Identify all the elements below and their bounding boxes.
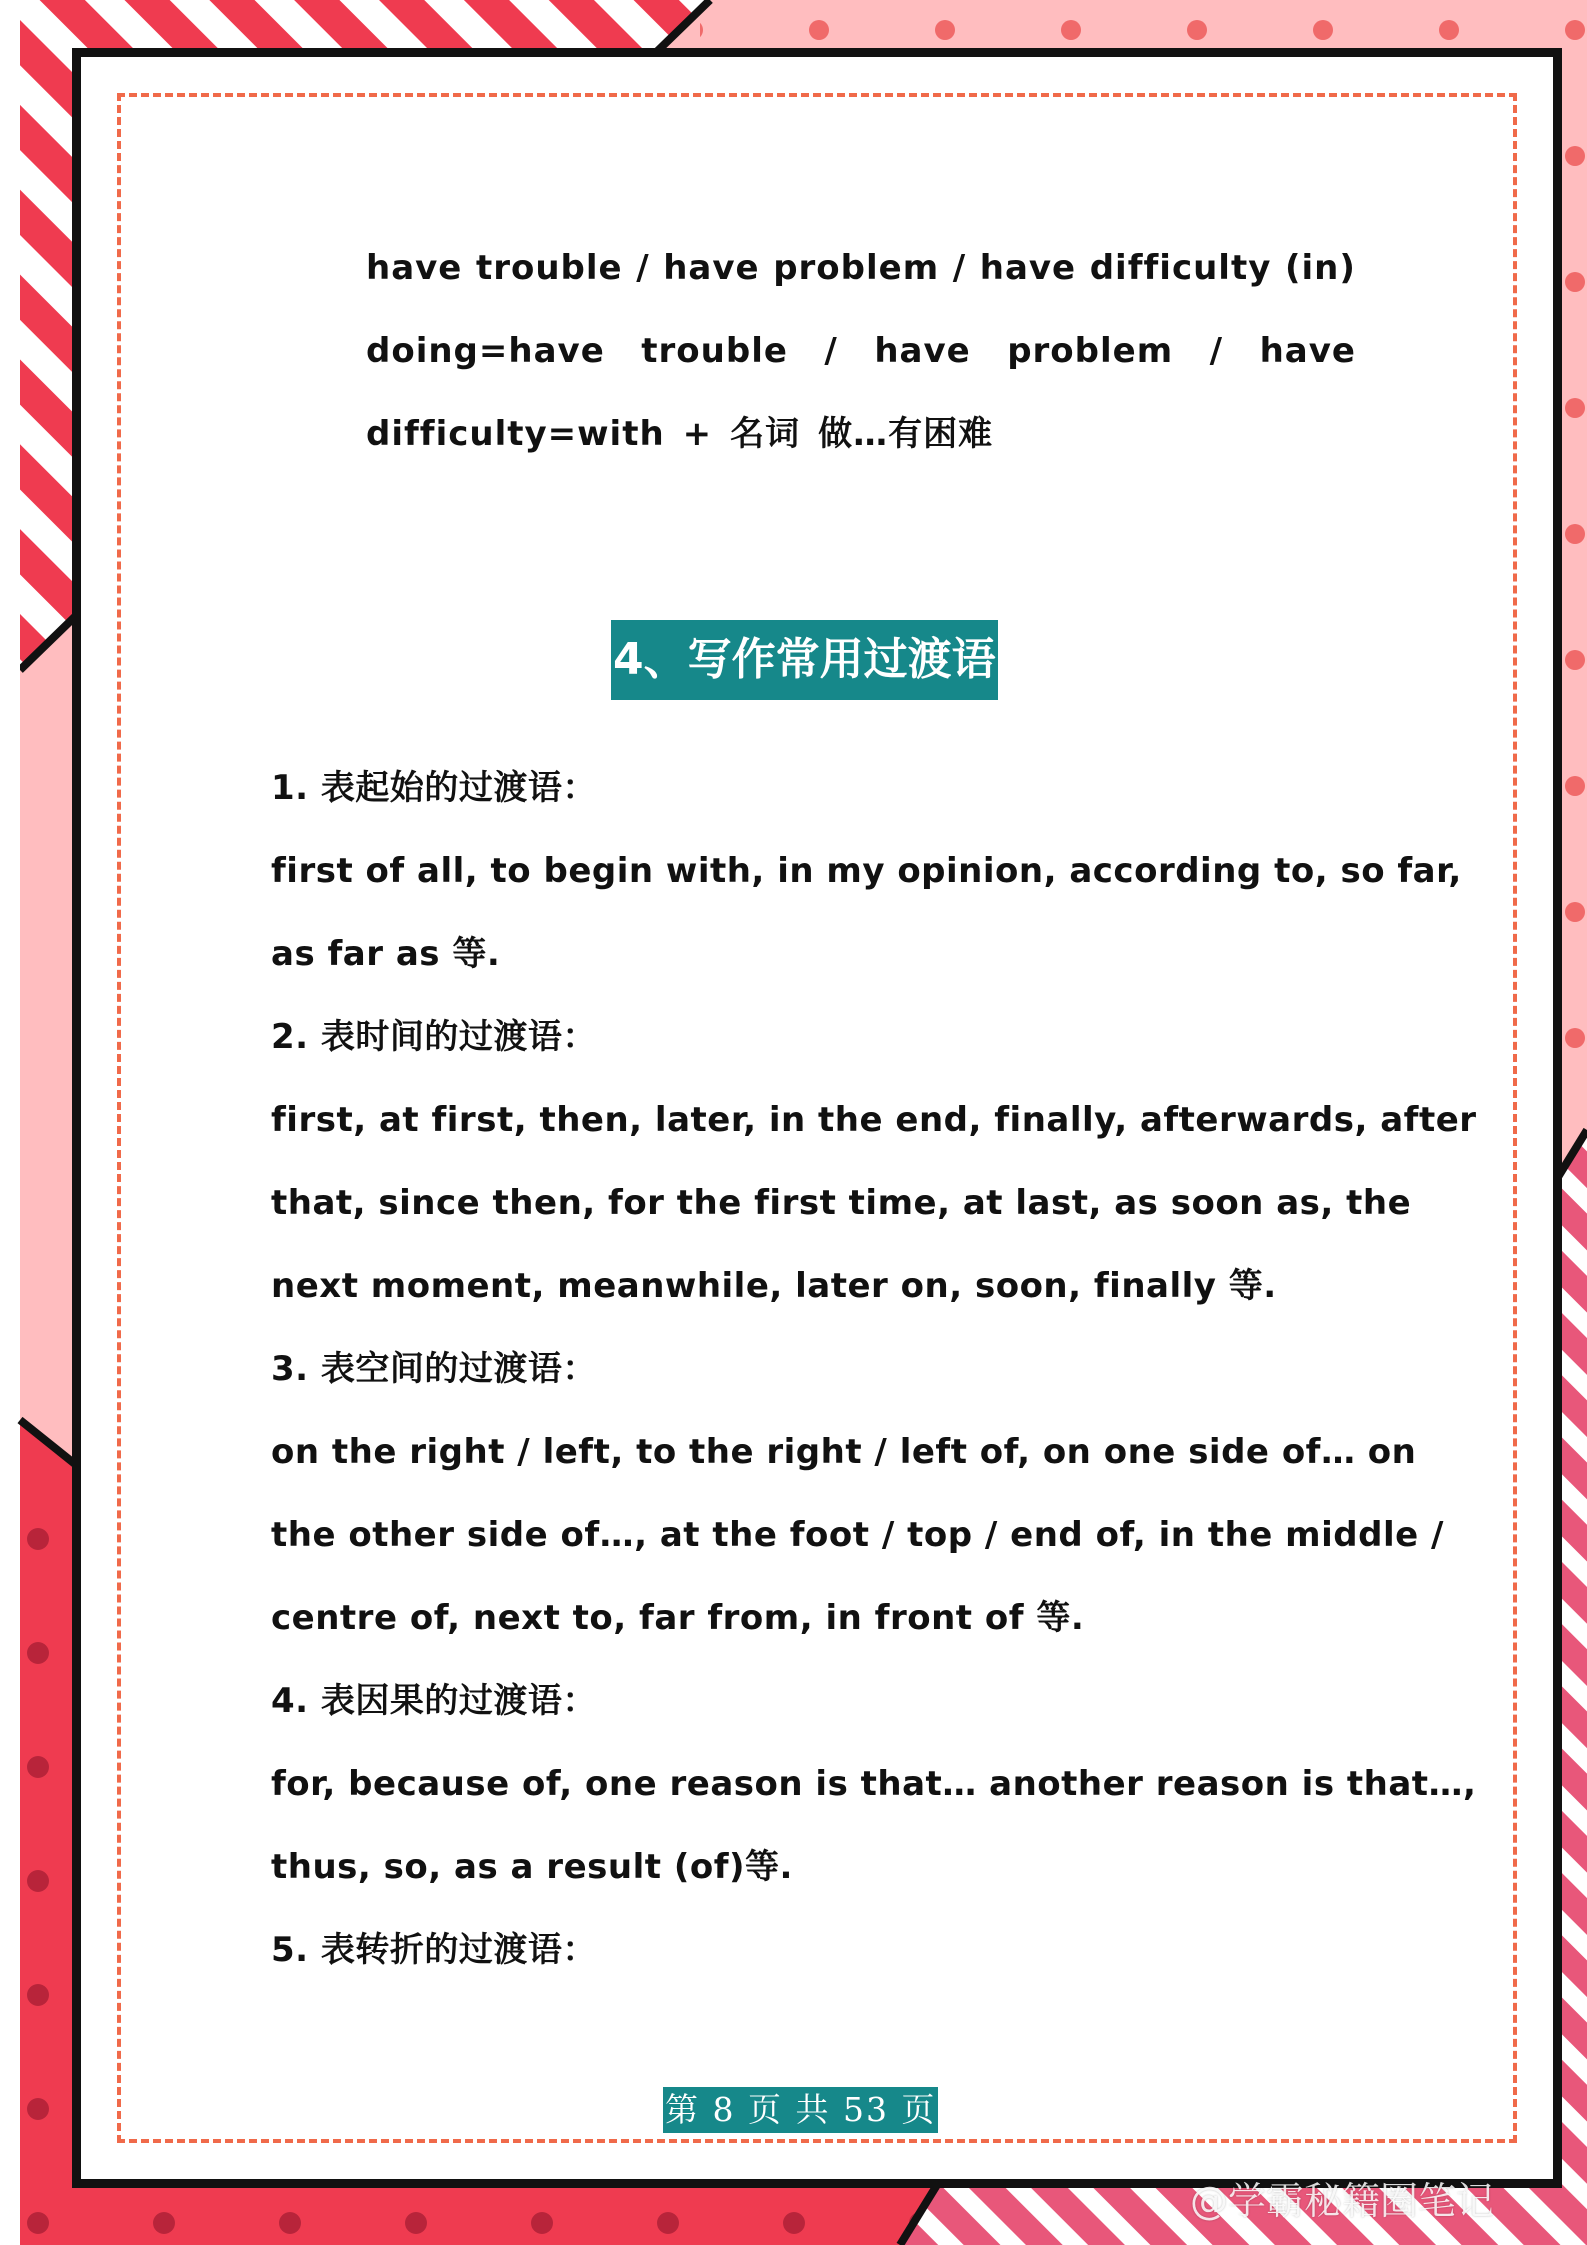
item-heading: 3. 表空间的过渡语：	[271, 1349, 597, 1389]
item-line: centre of, next to, far from, in front of 等.	[271, 1598, 1085, 1638]
word: +	[682, 414, 713, 454]
item-line: first of all, to begin with, in my opinion, according to, so far,	[271, 851, 1462, 891]
word: have	[979, 248, 1077, 288]
word: doing=have	[366, 331, 605, 371]
item-heading: 4. 表因果的过渡语：	[271, 1681, 597, 1721]
item-line: thus, so, as a result (of)等.	[271, 1847, 793, 1887]
item-heading: 2. 表时间的过渡语：	[271, 1017, 597, 1057]
item-heading: 5. 表转折的过渡语：	[271, 1930, 597, 1970]
word: 做…有困难	[818, 414, 994, 454]
word: /	[824, 331, 838, 371]
intro-line	[366, 393, 1356, 476]
page-card	[72, 48, 1562, 2188]
intro-paragraph	[366, 227, 1356, 476]
intro-line	[366, 310, 1356, 393]
item-heading: 1. 表起始的过渡语：	[271, 768, 597, 808]
item-line: next moment, meanwhile, later on, soon, finally 等.	[271, 1266, 1277, 1306]
word: (in)	[1284, 248, 1356, 288]
word: have	[663, 248, 760, 288]
word: difficulty=with	[366, 414, 665, 454]
word: 名词	[730, 414, 801, 454]
intro-line	[366, 227, 1356, 310]
item-line: that, since then, for the first time, at last, as soon as, the	[271, 1183, 1412, 1223]
item-line: on the right / left, to the right / left of, on one side of… on	[271, 1432, 1417, 1472]
word: problem	[1007, 331, 1174, 371]
item-line: first, at first, then, later, in the end, finally, afterwards, after	[271, 1100, 1477, 1140]
page-content	[81, 57, 1553, 2179]
watermark: @学霸秘籍圈笔记	[1190, 2179, 1495, 2223]
word: have	[366, 248, 463, 288]
word: trouble	[641, 331, 788, 371]
item-line: for, because of, one reason is that… another reason is that…,	[271, 1764, 1477, 1804]
word: /	[952, 248, 967, 288]
word: /	[1209, 331, 1224, 371]
item-line: the other side of…, at the foot / top / end of, in the middle /	[271, 1515, 1444, 1555]
word: have	[1259, 331, 1356, 371]
word: have	[874, 331, 971, 371]
word: difficulty	[1089, 248, 1272, 288]
section-title: 4、写作常用过渡语	[611, 620, 998, 700]
word: trouble	[475, 248, 623, 288]
page-number: 第 8 页 共 53 页	[663, 2087, 938, 2133]
word: /	[636, 248, 650, 288]
word: problem	[773, 248, 940, 288]
item-line: as far as 等.	[271, 934, 501, 974]
